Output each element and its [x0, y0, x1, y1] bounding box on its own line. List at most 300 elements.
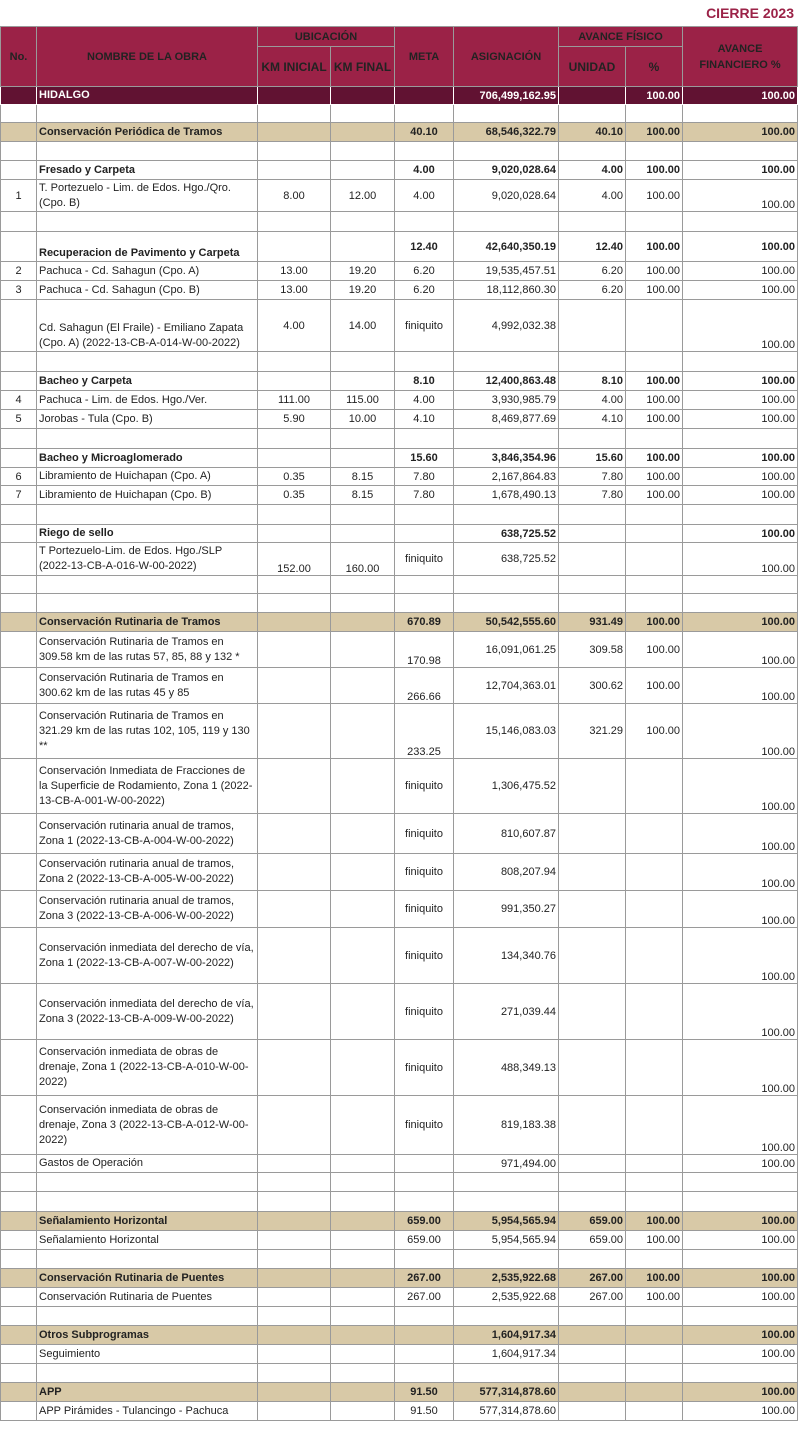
- empty-cell: [683, 352, 798, 372]
- cell-no: [1, 613, 37, 632]
- blank-row: [1, 505, 798, 525]
- cell-avance-financiero: 100.00: [683, 704, 798, 759]
- cell-no: 5: [1, 410, 37, 429]
- empty-cell: [683, 105, 798, 123]
- cell-no: [1, 854, 37, 891]
- cell-obra: Conservación inmediata de obras de drenaje, Zona 1 (2022-13-CB-A-010-W-00-2022): [37, 1040, 258, 1096]
- cell-pct: 100.00: [626, 704, 683, 759]
- cell-meta: 15.60: [395, 449, 454, 468]
- empty-cell: [683, 1364, 798, 1383]
- cell-km-final: [331, 668, 395, 704]
- empty-cell: [37, 1250, 258, 1269]
- empty-cell: [1, 429, 37, 449]
- cell-km-inicial: [258, 613, 331, 632]
- cell-km-final: [331, 525, 395, 543]
- cell-meta: 659.00: [395, 1212, 454, 1231]
- table-row: [1, 391, 798, 410]
- cell-pct: 100.00: [626, 613, 683, 632]
- cell-km-final: 14.00: [331, 300, 395, 352]
- empty-cell: [395, 1192, 454, 1212]
- empty-cell: [683, 1192, 798, 1212]
- cell-km-inicial: [258, 87, 331, 105]
- cell-unidad: [559, 1155, 626, 1173]
- empty-cell: [331, 212, 395, 232]
- cell-km-final: [331, 1040, 395, 1096]
- cell-km-inicial: 8.00: [258, 180, 331, 212]
- empty-cell: [395, 505, 454, 525]
- empty-cell: [331, 1173, 395, 1192]
- cell-km-final: [331, 1326, 395, 1345]
- empty-cell: [454, 1307, 559, 1326]
- empty-cell: [395, 142, 454, 161]
- cell-no: [1, 87, 37, 105]
- cell-meta: 4.00: [395, 180, 454, 212]
- cell-asignacion: 5,954,565.94: [454, 1231, 559, 1250]
- empty-cell: [331, 594, 395, 613]
- cell-km-final: [331, 123, 395, 142]
- empty-cell: [559, 352, 626, 372]
- cell-asignacion: 1,604,917.34: [454, 1345, 559, 1364]
- cell-asignacion: 577,314,878.60: [454, 1383, 559, 1402]
- cell-avance-financiero: 100.00: [683, 668, 798, 704]
- empty-cell: [331, 1250, 395, 1269]
- cell-km-inicial: 13.00: [258, 262, 331, 281]
- cell-asignacion: 638,725.52: [454, 525, 559, 543]
- empty-cell: [331, 1364, 395, 1383]
- header-obra: NOMBRE DE LA OBRA: [37, 27, 258, 87]
- cell-avance-financiero: 100.00: [683, 468, 798, 486]
- cell-unidad: 8.10: [559, 372, 626, 391]
- cell-unidad: 4.10: [559, 410, 626, 429]
- cell-pct: 100.00: [626, 391, 683, 410]
- empty-cell: [559, 105, 626, 123]
- header-avance-financiero: AVANCE FINANCIERO %: [683, 27, 798, 87]
- cell-asignacion: 4,992,032.38: [454, 300, 559, 352]
- cell-pct: 100.00: [626, 410, 683, 429]
- cell-pct: [626, 543, 683, 576]
- cell-km-inicial: 13.00: [258, 281, 331, 300]
- empty-cell: [258, 1173, 331, 1192]
- cell-pct: 100.00: [626, 232, 683, 262]
- cell-km-final: [331, 704, 395, 759]
- table-row: [1, 668, 798, 704]
- cell-meta: finiquito: [395, 814, 454, 854]
- empty-cell: [454, 594, 559, 613]
- cell-no: [1, 1383, 37, 1402]
- subgroup-row: [1, 372, 798, 391]
- table-row: [1, 1345, 798, 1364]
- empty-cell: [37, 576, 258, 594]
- cell-km-inicial: 0.35: [258, 486, 331, 505]
- cell-unidad: [559, 854, 626, 891]
- cell-avance-financiero: 100.00: [683, 281, 798, 300]
- cell-meta: 659.00: [395, 1231, 454, 1250]
- cell-meta: finiquito: [395, 891, 454, 928]
- cell-km-inicial: [258, 668, 331, 704]
- cell-meta: finiquito: [395, 854, 454, 891]
- cell-meta: 170.98: [395, 632, 454, 668]
- cell-obra: Conservación Rutinaria de Tramos: [37, 613, 258, 632]
- empty-cell: [395, 576, 454, 594]
- cell-pct: [626, 1326, 683, 1345]
- empty-cell: [454, 212, 559, 232]
- empty-cell: [331, 142, 395, 161]
- empty-cell: [626, 212, 683, 232]
- cell-meta: 267.00: [395, 1288, 454, 1307]
- cell-asignacion: 819,183.38: [454, 1096, 559, 1155]
- cell-avance-financiero: 100.00: [683, 1040, 798, 1096]
- empty-cell: [37, 142, 258, 161]
- cell-avance-financiero: 100.00: [683, 1269, 798, 1288]
- header-ubicacion: UBICACIÓN: [258, 27, 395, 47]
- empty-cell: [559, 594, 626, 613]
- cell-unidad: [559, 759, 626, 814]
- cell-obra: Seguimiento: [37, 1345, 258, 1364]
- cell-obra: Conservación Rutinaria de Tramos en 321.29 km de las rutas 102, 105, 119 y 130 **: [37, 704, 258, 759]
- cell-asignacion: 8,469,877.69: [454, 410, 559, 429]
- cell-obra: Conservación Rutinaria de Puentes: [37, 1288, 258, 1307]
- table-row: [1, 759, 798, 814]
- cell-asignacion: 706,499,162.95: [454, 87, 559, 105]
- cell-asignacion: 808,207.94: [454, 854, 559, 891]
- cell-asignacion: 638,725.52: [454, 543, 559, 576]
- cell-pct: 100.00: [626, 668, 683, 704]
- empty-cell: [1, 505, 37, 525]
- empty-cell: [395, 1307, 454, 1326]
- cell-unidad: 6.20: [559, 281, 626, 300]
- empty-cell: [258, 1250, 331, 1269]
- total-row: [1, 87, 798, 105]
- header-asignacion: ASIGNACIÓN: [454, 27, 559, 87]
- cell-pct: [626, 984, 683, 1040]
- empty-cell: [559, 1307, 626, 1326]
- cell-km-final: 10.00: [331, 410, 395, 429]
- cell-no: [1, 300, 37, 352]
- empty-cell: [454, 576, 559, 594]
- table-header: [1, 27, 798, 87]
- cell-asignacion: 577,314,878.60: [454, 1402, 559, 1421]
- cell-avance-financiero: 100.00: [683, 1383, 798, 1402]
- subgroup-row: [1, 525, 798, 543]
- cell-asignacion: 1,678,490.13: [454, 486, 559, 505]
- table-row: [1, 984, 798, 1040]
- cell-obra: Conservación Inmediata de Fracciones de la Superficie de Rodamiento, Zona 1 (2022-13-CB-A-001-W-00-2022): [37, 759, 258, 814]
- cell-km-inicial: [258, 525, 331, 543]
- cell-no: [1, 1402, 37, 1421]
- cell-pct: [626, 1096, 683, 1155]
- cell-unidad: 7.80: [559, 468, 626, 486]
- cell-no: [1, 704, 37, 759]
- empty-cell: [1, 352, 37, 372]
- cell-avance-financiero: 100.00: [683, 180, 798, 212]
- empty-cell: [258, 105, 331, 123]
- cell-pct: 100.00: [626, 468, 683, 486]
- cell-avance-financiero: 100.00: [683, 1288, 798, 1307]
- cell-asignacion: 2,535,922.68: [454, 1288, 559, 1307]
- empty-cell: [258, 429, 331, 449]
- cell-avance-financiero: 100.00: [683, 1326, 798, 1345]
- cell-meta: finiquito: [395, 300, 454, 352]
- cell-pct: [626, 814, 683, 854]
- empty-cell: [454, 429, 559, 449]
- empty-cell: [1, 105, 37, 123]
- cell-obra: Bacheo y Carpeta: [37, 372, 258, 391]
- cell-avance-financiero: 100.00: [683, 1155, 798, 1173]
- cell-pct: 100.00: [626, 281, 683, 300]
- table-row: [1, 1288, 798, 1307]
- empty-cell: [258, 212, 331, 232]
- table-row: [1, 632, 798, 668]
- cell-avance-financiero: 100.00: [683, 87, 798, 105]
- cell-meta: finiquito: [395, 1040, 454, 1096]
- empty-cell: [1, 576, 37, 594]
- cell-pct: 100.00: [626, 632, 683, 668]
- empty-cell: [683, 576, 798, 594]
- empty-cell: [683, 505, 798, 525]
- header-unidad: UNIDAD: [559, 47, 626, 87]
- cell-obra: Cd. Sahagun (El Fraile) - Emiliano Zapata (Cpo. A) (2022-13-CB-A-014-W-00-2022): [37, 300, 258, 352]
- cell-avance-financiero: 100.00: [683, 543, 798, 576]
- cell-unidad: 321.29: [559, 704, 626, 759]
- cell-meta: [395, 525, 454, 543]
- cell-obra: Conservación Rutinaria de Puentes: [37, 1269, 258, 1288]
- cell-pct: 100.00: [626, 1212, 683, 1231]
- cell-obra: Señalamiento Horizontal: [37, 1212, 258, 1231]
- cell-km-final: [331, 632, 395, 668]
- table-row: [1, 543, 798, 576]
- cell-avance-financiero: 100.00: [683, 300, 798, 352]
- cell-meta: [395, 1345, 454, 1364]
- cell-unidad: [559, 984, 626, 1040]
- cell-no: [1, 1040, 37, 1096]
- cell-unidad: [559, 543, 626, 576]
- table-row: [1, 1402, 798, 1421]
- cell-obra: Conservación Rutinaria de Tramos en 300.62 km de las rutas 45 y 85: [37, 668, 258, 704]
- cell-meta: finiquito: [395, 928, 454, 984]
- header-km-final: KM FINAL: [331, 47, 395, 87]
- cell-obra: Recuperacion de Pavimento y Carpeta: [37, 232, 258, 262]
- header-avance-fisico: AVANCE FÍSICO: [559, 27, 683, 47]
- cell-unidad: [559, 1326, 626, 1345]
- empty-cell: [559, 1364, 626, 1383]
- cell-no: [1, 632, 37, 668]
- cell-obra: APP Pirámides - Tulancingo - Pachuca: [37, 1402, 258, 1421]
- cell-no: [1, 1288, 37, 1307]
- cell-km-inicial: [258, 704, 331, 759]
- cell-pct: [626, 1383, 683, 1402]
- cell-avance-financiero: 100.00: [683, 854, 798, 891]
- cell-obra: Fresado y Carpeta: [37, 161, 258, 180]
- empty-cell: [683, 1250, 798, 1269]
- cell-unidad: 12.40: [559, 232, 626, 262]
- cell-km-inicial: 5.90: [258, 410, 331, 429]
- empty-cell: [331, 1307, 395, 1326]
- cell-avance-financiero: 100.00: [683, 632, 798, 668]
- blank-row: [1, 212, 798, 232]
- cell-asignacion: 1,306,475.52: [454, 759, 559, 814]
- empty-cell: [258, 352, 331, 372]
- cell-avance-financiero: 100.00: [683, 1402, 798, 1421]
- empty-cell: [37, 429, 258, 449]
- cell-no: [1, 984, 37, 1040]
- subgroup-row: [1, 449, 798, 468]
- empty-cell: [1, 1192, 37, 1212]
- empty-cell: [626, 594, 683, 613]
- cell-meta: 91.50: [395, 1402, 454, 1421]
- subgroup-row: [1, 161, 798, 180]
- cell-pct: [626, 891, 683, 928]
- cell-asignacion: 15,146,083.03: [454, 704, 559, 759]
- cell-km-final: 19.20: [331, 281, 395, 300]
- cell-meta: 233.25: [395, 704, 454, 759]
- cell-asignacion: 12,400,863.48: [454, 372, 559, 391]
- cell-avance-financiero: 100.00: [683, 1231, 798, 1250]
- cell-meta: [395, 1155, 454, 1173]
- cell-km-final: [331, 814, 395, 854]
- cell-meta: 4.10: [395, 410, 454, 429]
- cell-meta: 6.20: [395, 262, 454, 281]
- cell-meta: 266.66: [395, 668, 454, 704]
- empty-cell: [258, 594, 331, 613]
- table-row: [1, 180, 798, 212]
- cell-obra: Libramiento de Huichapan (Cpo. B): [37, 486, 258, 505]
- empty-cell: [258, 505, 331, 525]
- empty-cell: [559, 576, 626, 594]
- cell-avance-financiero: 100.00: [683, 232, 798, 262]
- cell-unidad: 7.80: [559, 486, 626, 505]
- cell-meta: finiquito: [395, 984, 454, 1040]
- cell-no: [1, 525, 37, 543]
- cell-km-final: [331, 87, 395, 105]
- cell-km-final: [331, 1402, 395, 1421]
- header-km-inicial: KM INICIAL: [258, 47, 331, 87]
- cell-meta: finiquito: [395, 543, 454, 576]
- cell-km-inicial: 0.35: [258, 468, 331, 486]
- table-row: [1, 410, 798, 429]
- empty-cell: [626, 352, 683, 372]
- cell-obra: Gastos de Operación: [37, 1155, 258, 1173]
- empty-cell: [559, 142, 626, 161]
- cell-unidad: [559, 928, 626, 984]
- cell-pct: 100.00: [626, 262, 683, 281]
- empty-cell: [258, 1192, 331, 1212]
- cell-km-final: 12.00: [331, 180, 395, 212]
- works-table: [0, 26, 798, 1421]
- cell-no: 3: [1, 281, 37, 300]
- cell-obra: Señalamiento Horizontal: [37, 1231, 258, 1250]
- cell-meta: 670.89: [395, 613, 454, 632]
- cell-km-final: [331, 1288, 395, 1307]
- cell-asignacion: 18,112,860.30: [454, 281, 559, 300]
- empty-cell: [454, 1364, 559, 1383]
- cell-km-inicial: [258, 1212, 331, 1231]
- cell-km-inicial: [258, 1345, 331, 1364]
- cell-avance-financiero: 100.00: [683, 123, 798, 142]
- cell-avance-financiero: 100.00: [683, 759, 798, 814]
- empty-cell: [37, 1173, 258, 1192]
- empty-cell: [1, 142, 37, 161]
- cell-avance-financiero: 100.00: [683, 1345, 798, 1364]
- cell-pct: [626, 854, 683, 891]
- empty-cell: [258, 142, 331, 161]
- cell-km-final: [331, 854, 395, 891]
- section-row: [1, 1269, 798, 1288]
- cell-no: 2: [1, 262, 37, 281]
- cell-km-final: [331, 1345, 395, 1364]
- cell-obra: Conservación rutinaria anual de tramos, Zona 1 (2022-13-CB-A-004-W-00-2022): [37, 814, 258, 854]
- cell-pct: [626, 1040, 683, 1096]
- cell-km-inicial: [258, 1040, 331, 1096]
- cell-obra: Conservación Rutinaria de Tramos en 309.58 km de las rutas 57, 85, 88 y 132 *: [37, 632, 258, 668]
- empty-cell: [395, 105, 454, 123]
- empty-cell: [626, 576, 683, 594]
- empty-cell: [258, 576, 331, 594]
- table-row: [1, 928, 798, 984]
- cell-avance-financiero: 100.00: [683, 391, 798, 410]
- cell-avance-financiero: 100.00: [683, 525, 798, 543]
- cell-obra: Bacheo y Microaglomerado: [37, 449, 258, 468]
- cell-asignacion: 9,020,028.64: [454, 161, 559, 180]
- cell-obra: HIDALGO: [37, 87, 258, 105]
- cell-meta: finiquito: [395, 759, 454, 814]
- cell-km-inicial: [258, 891, 331, 928]
- empty-cell: [395, 352, 454, 372]
- cell-unidad: 300.62: [559, 668, 626, 704]
- empty-cell: [626, 505, 683, 525]
- table-row: [1, 854, 798, 891]
- empty-cell: [683, 142, 798, 161]
- cell-km-inicial: [258, 1326, 331, 1345]
- cell-km-inicial: [258, 1096, 331, 1155]
- cell-km-final: [331, 1155, 395, 1173]
- section-row: [1, 1326, 798, 1345]
- cell-no: [1, 814, 37, 854]
- cell-km-final: [331, 1231, 395, 1250]
- empty-cell: [683, 594, 798, 613]
- empty-cell: [1, 1364, 37, 1383]
- empty-cell: [395, 1364, 454, 1383]
- cell-km-final: 8.15: [331, 468, 395, 486]
- cell-avance-financiero: 100.00: [683, 372, 798, 391]
- cell-pct: [626, 525, 683, 543]
- empty-cell: [258, 1364, 331, 1383]
- cell-asignacion: 2,167,864.83: [454, 468, 559, 486]
- cell-meta: 91.50: [395, 1383, 454, 1402]
- cell-avance-financiero: 100.00: [683, 613, 798, 632]
- cell-km-final: [331, 372, 395, 391]
- cell-avance-financiero: 100.00: [683, 161, 798, 180]
- subgroup-row: [1, 232, 798, 262]
- header-pct: %: [626, 47, 683, 87]
- cell-unidad: [559, 300, 626, 352]
- cell-unidad: 931.49: [559, 613, 626, 632]
- blank-row: [1, 1307, 798, 1326]
- empty-cell: [37, 1307, 258, 1326]
- cell-pct: [626, 1155, 683, 1173]
- cell-obra: Conservación rutinaria anual de tramos, Zona 3 (2022-13-CB-A-006-W-00-2022): [37, 891, 258, 928]
- cell-km-inicial: [258, 632, 331, 668]
- cell-km-inicial: [258, 1288, 331, 1307]
- cell-km-final: [331, 449, 395, 468]
- empty-cell: [37, 105, 258, 123]
- cell-obra: T. Portezuelo - Lim. de Edos. Hgo./Qro. (Cpo. B): [37, 180, 258, 212]
- table-row: [1, 891, 798, 928]
- cell-no: [1, 123, 37, 142]
- blank-row: [1, 142, 798, 161]
- cell-no: [1, 1326, 37, 1345]
- cell-km-final: [331, 1096, 395, 1155]
- cell-km-inicial: 152.00: [258, 543, 331, 576]
